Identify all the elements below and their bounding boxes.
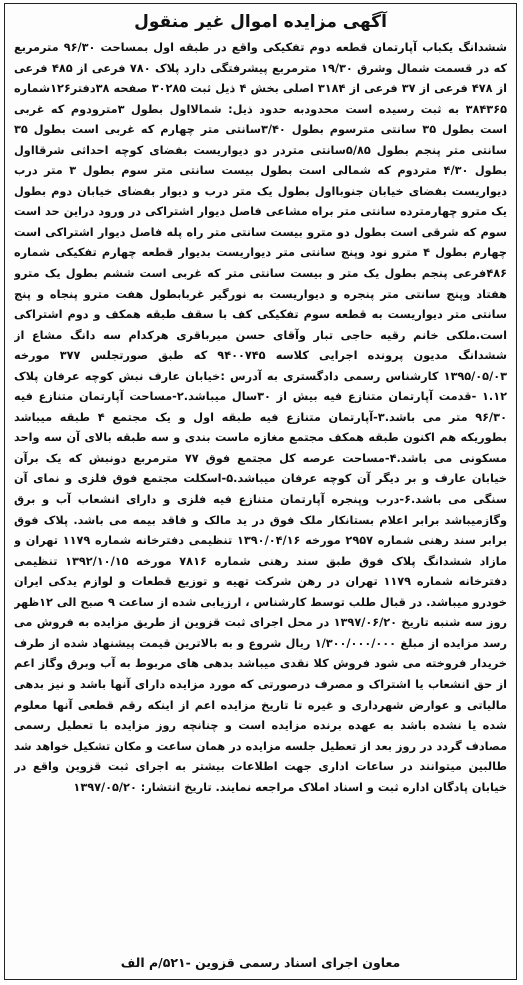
auction-notice — [4, 3, 517, 980]
notice-signature: معاون اجرای اسناد رسمی قزوین -۵۲۱/م الف — [120, 955, 401, 970]
notice-title: آگهی مزایده اموال غیر منقول — [134, 12, 387, 32]
notice-body: ششدانگ یکباب آپارتمان قطعه دوم تفکیکی واقع در طبقه اول بمساحت ۹۶/۳۰ مترمربع که در قسمت شمال وشرق ۱۹/۳۰ مترمربع پیشرفتگی دارد پلاک ۷۸۰ فرعی از ۴۸۵ فرعی از ۴۷۸ فرعی از ۳۷ فرعی از ۳۱۸۴ اصلی بخش ۴ ذیل ثبت ۳۰۲۸۵ صفحه ۳۸دفتر۱۲۶شماره ۳۸۴۳۶۵ به ثبت رسیده است محدودبه حدود ذیل: شمالااول بطول ۳مترودوم که غربی است بطول ۳۵ سانتی مترسوم بطول ۳/۴۰سانتی متر چهارم که غربی است بطول ۳۵ سانتی متر پنجم بطول ۵/۸۵سانتی متردر دو دیواریست بفضای کوچه احداثی شرقااول بطول ۴/۳۰ متردوم که شمالی است بطول بیست سانتی متر سوم بطول ۳ متر درب دیواریست بفضای خیابان جنوبااول بطول یک متر درب و دیوار بفضای خیابان دوم بطول یک مترو چهارمترده سانتی متر براه مشاعی فاصل دیوار اشتراکی در ورود دراین حد است سوم که شرقی است بطول دو مترو بیست سانتی متر راه پله فاصل دیوار اشتراکی است چهارم بطول ۴ مترو نود وپنج سانتی متر دیواریست بدیوار قطعه چهارم تفکیکی شماره ۴۸۶فرعی پنجم بطول یک متر و بیست سانتی متر که غربی است ششم بطول یک مترو هفتاد وپنج سانتی متر پنجره و دیواریست به نورگیر غربابطول هفت مترو پنجاه و پنج سانتی متر دیواریست به قطعه سوم تفکیکی کف با سقف طبقه همکف و دوم اشتراکی است.ملکی خانم رقیه حاجی تبار وآقای حسن میرباقری هرکدام سه دانگ مشاع از ششدانگ مدیون پرونده اجرایی کلاسه ۹۴۰۰۷۴۵ که طبق صورتجلس ۳۷۷ مورخه ۱۳۹۵/۰۵/۰۳ کارشناس رسمی دادگستری به آدرس :خیابان عارف نبش کوچه عرفان پلاک ۱.۱۲ -قدمت آپارتمان متنازع فیه بیش از ۳۰سال میباشد.۲-مساحت آپارتمان متنازع فیه ۹۶/۳۰ متر می باشد.۳-آپارتمان متنازع فیه طبقه اول و یک مجتمع ۴ طبقه میباشد بطوریکه هم اکنون طبقه همکف مجتمع مغازه ماست بندی و سه طبقه بالای آن سه واحد مسکونی می باشد.۴-مساحت عرصه کل مجتمع فوق ۷۷ مترمربع دونبش که یک برآن خیابان عارف و بر دیگر آن کوچه عرفان میباشد.۵-اسکلت مجتمع فوق فلزی و نمای آن سنگی می باشد.۶-درب وپنجره آپارتمان متنازع فیه فلزی و دارای انشعاب آب و برق وگازمیباشد برابر اعلام بستانکار ملک فوق در ید مالک و فاقد بیمه می باشد. پلاک فوق برابر سند رهنی شماره ۲۹۵۷ مورخه ۱۳۹۰/۰۴/۱۶ تنظیمی دفترخانه شماره ۱۱۷۹ تهران و مازاد ششدانگ پلاک فوق طبق سند رهنی شماره ۷۸۱۶ مورخه ۱۳۹۲/۱۰/۱۵ تنظیمی دفترخانه شماره ۱۱۷۹ تهران در رهن شرکت تهیه و توزیع قطعات و لوازم یدکی ایران خودرو میباشد. در قبال طلب توسط کارشناس ، ارزیابی شده از ساعت ۹ صبح الی ۱۲ظهر روز سه شنبه تاریخ ۱۳۹۷/۰۶/۲۰ در محل اجرای ثبت قزوین از طریق مزایده به فروش می رسد مزایده از مبلغ ۱/۳۰۰/۰۰۰/۰۰۰ ریال شروع و به بالاترین قیمت پیشنهاد شده از طرف خریدار فروخته می شود فروش کلا نقدی میباشد بدهی های مربوط به آب وبرق وگاز اعم از حق انشعاب یا اشتراک و مصرف درصورتی که مورد مزایده دارای آنها باشد و نیز بدهی مالیاتی و عوارض شهرداری و غیره تا تاریخ مزایده اعم از اینکه رقم قطعی آنها معلوم شده یا نشده باشد به عهده برنده مزایده است و چنانچه روز مزایده با تعطیل رسمی مصادف گردد در روز بعد از تعطیل جلسه مزایده در همان ساعت و مکان تشکیل خواهد شد طالبین میتوانند در ساعات اداری جهت اطلاعات بیشتر به اجرای ثبت قزوین واقع در خیابان پادگان اداره ثبت و اسناد املاک مراجعه نمایند. تاریخ انتشار: ۱۳۹۷/۰۵/۲۰ — [14, 41, 507, 794]
